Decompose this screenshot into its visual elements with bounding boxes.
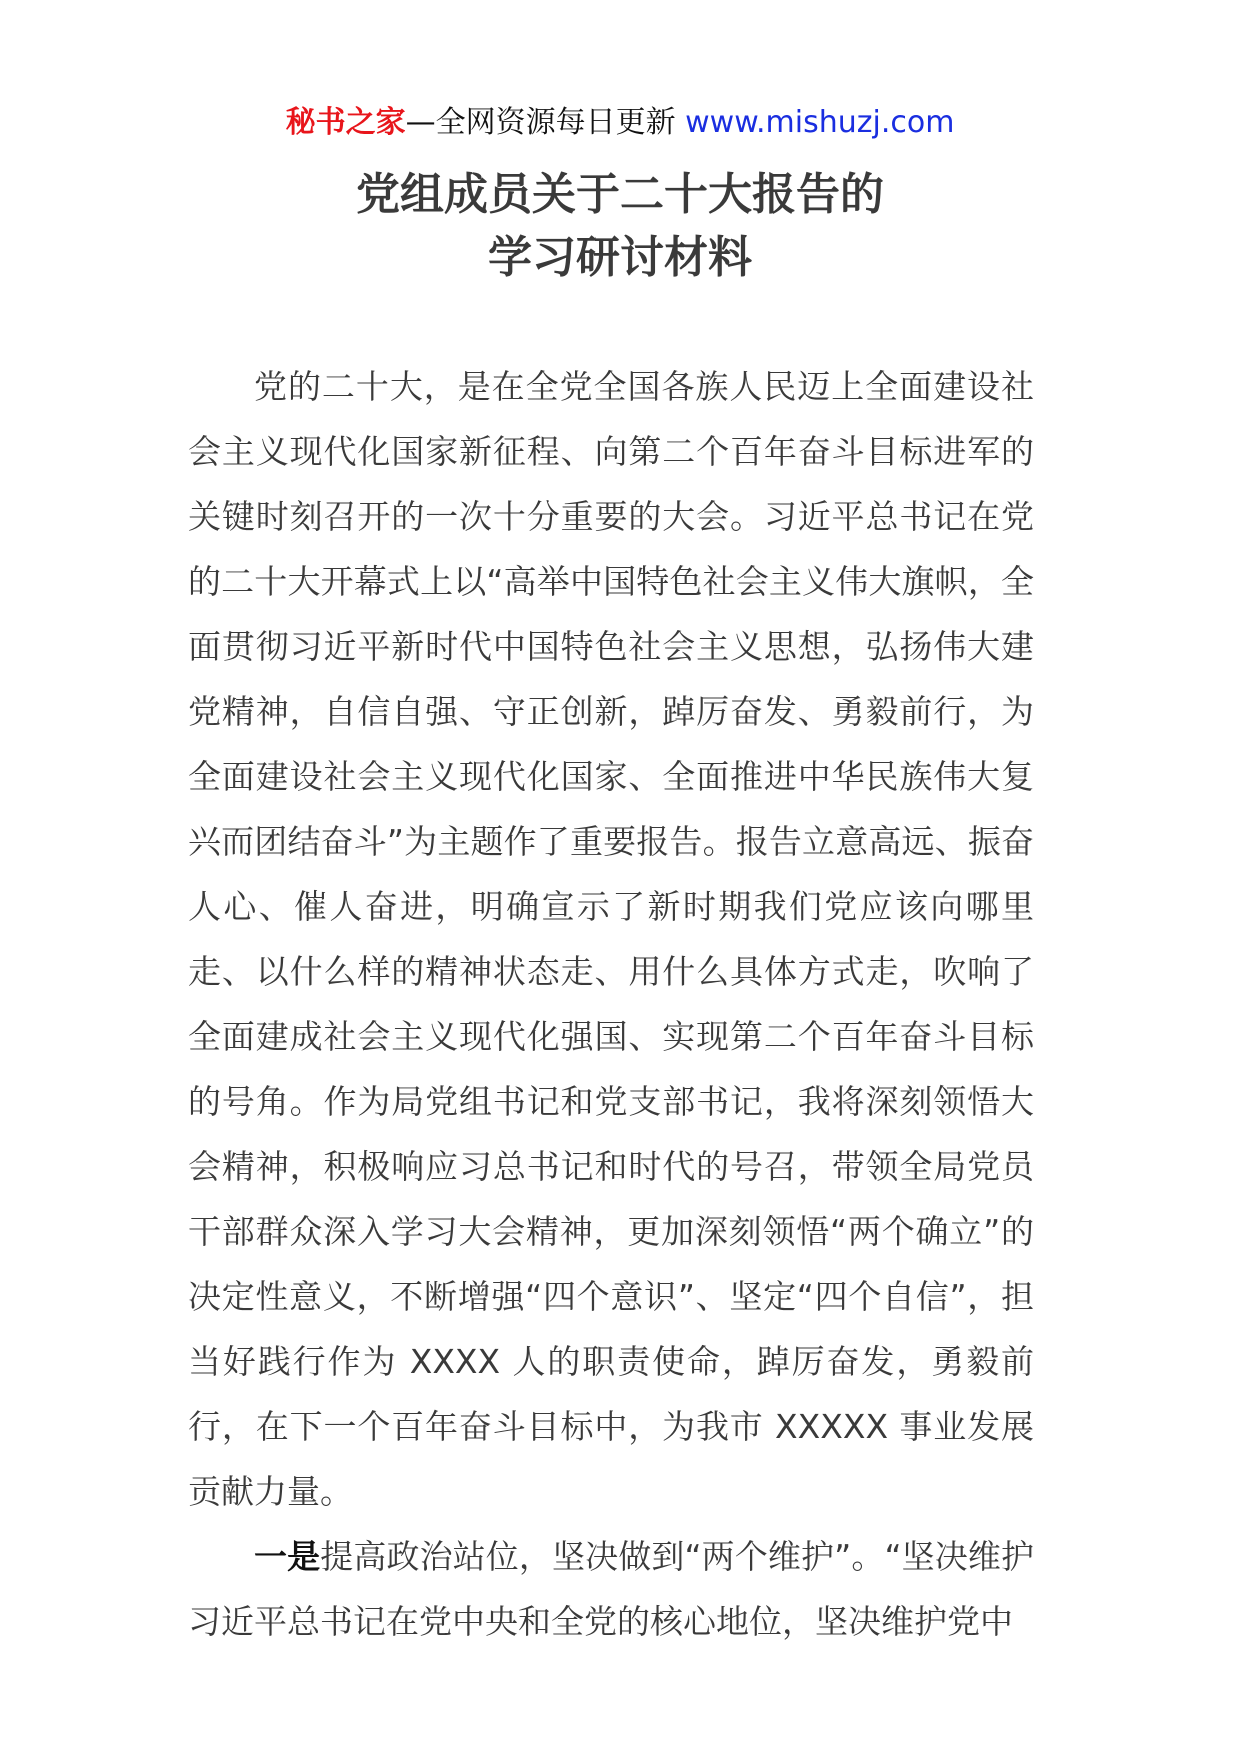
- paragraph-intro: 党的二十大，是在全党全国各族人民迈上全面建设社会主义现代化国家新征程、向第二个百年奋斗目标进军的关键时刻召开的一次十分重要的大会。习近平总书记在党的二十大开幕式上以“高举中国特色社会主义伟大旗帜，全面贯彻习近平新时代中国特色社会主义思想，弘扬伟大建党精神，自信自强、守正创新，踔厉奋发、勇毅前行，为全面建设社会主义现代化国家、全面推进中华民族伟大复兴而团结奋斗”为主题作了重要报告。报告立意高远、振奋人心、催人奋进，明确宣示了新时期我们党应该向哪里走、以什么样的精神状态走、用什么具体方式走，吹响了全面建成社会主义现代化强国、实现第二个百年奋斗目标的号角。作为局党组书记和党支部书记，我将深刻领悟大会精神，积极响应习总书记和时代的号召，带领全局党员干部群众深入学习大会精神，更加深刻领悟“两个确立”的决定性意义，不断增强“四个意识”、坚定“四个自信”，担当好践行作为 XXXX 人的职责使命，踔厉奋发，勇毅前行，在下一个百年奋斗目标中，为我市 XXXXX 事业发展贡献力量。: [188, 367, 1034, 1511]
- site-url-link[interactable]: www.mishuzj.com: [685, 105, 955, 140]
- document-body: [188, 354, 1034, 1654]
- header-tagline: —全网资源每日更新: [405, 105, 676, 140]
- document-title-line-2: 学习研讨材料: [488, 232, 752, 283]
- site-header: [0, 103, 1240, 143]
- paragraph-point-one: [188, 1524, 1034, 1654]
- brand-name: 秘书之家: [285, 105, 406, 140]
- paragraph-lead: 一是: [254, 1537, 321, 1576]
- paragraph-point-one-text: 提高政治站位，坚决做到“两个维护”。“坚决维护习近平总书记在党中央和全党的核心地位，坚决维护党中: [188, 1537, 1035, 1641]
- document-title-line-1: 党组成员关于二十大报告的: [356, 169, 884, 220]
